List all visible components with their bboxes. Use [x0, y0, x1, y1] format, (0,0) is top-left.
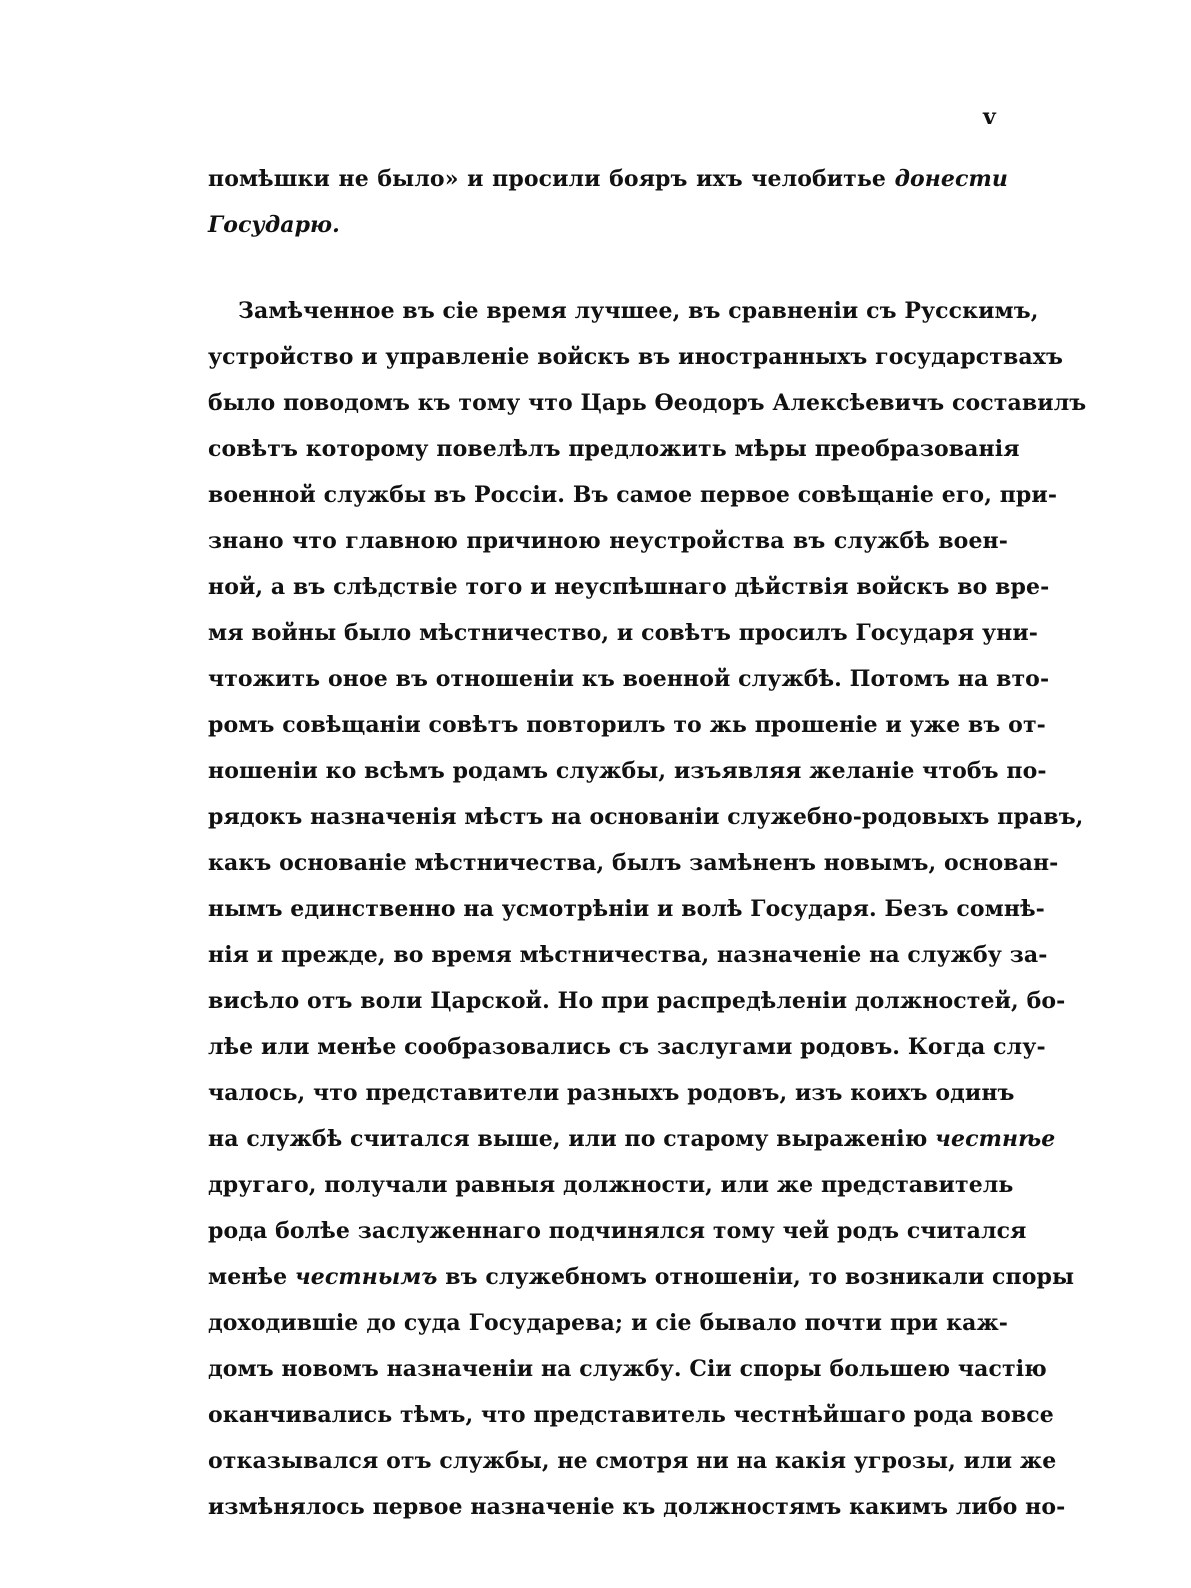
- text-line: [208, 1162, 1014, 1208]
- text-line: [208, 1484, 1066, 1530]
- text-run: какъ основаніе мѣстничества, былъ замѣненъ новымъ, основан-: [208, 850, 1059, 876]
- text-run: на службѣ считался выше, или по старому выраженію: [208, 1126, 936, 1152]
- text-run: другаго, получали равныя должности, или же представитель: [208, 1172, 1014, 1198]
- text-line: [208, 932, 1048, 978]
- italic-text: донести: [894, 166, 1008, 192]
- page-number: v: [983, 104, 996, 130]
- text-line: [208, 794, 1084, 840]
- text-line: [208, 334, 1063, 380]
- text-run: нія и прежде, во время мѣстничества, назначеніе на службу за-: [208, 942, 1048, 968]
- text-run: доходившіе до суда Государева; и сіе бывало почти при каж-: [208, 1310, 1008, 1336]
- text-run: измѣнялось первое назначеніе къ должностямъ какимъ либо но-: [208, 1494, 1066, 1520]
- text-line: [208, 1024, 1046, 1070]
- text-line: [208, 1300, 1008, 1346]
- text-run: въ служебномъ отношеніи, то возникали споры: [437, 1264, 1075, 1290]
- text-run: военной службы въ Россіи. Въ самое первое совѣщаніе его, при-: [208, 482, 1058, 508]
- text-run: знано что главною причиною неустройства въ службѣ воен-: [208, 528, 1008, 554]
- paragraph-main: [208, 288, 1087, 1530]
- text-line: [208, 840, 1059, 886]
- text-run: ромъ совѣщаніи совѣтъ повторилъ то жь прошеніе и уже въ от-: [208, 712, 1046, 738]
- text-line: [208, 610, 1038, 656]
- text-run: ношеніи ко всѣмъ родамъ службы, изъявляя желаніе чтобъ по-: [208, 758, 1047, 784]
- text-run: устройство и управленіе войскъ въ иностранныхъ государствахъ: [208, 344, 1063, 370]
- text-run: помѣшки не было» и просили бояръ ихъ челобитье: [208, 166, 895, 192]
- text-line: [208, 656, 1050, 702]
- text-run: висѣло отъ воли Царской. Но при распредѣленіи должностей, бо-: [208, 988, 1066, 1014]
- text-line: [208, 288, 1039, 334]
- text-line: [208, 564, 1050, 610]
- text-line: [208, 748, 1047, 794]
- text-line: [208, 1392, 1054, 1438]
- text-line: [208, 702, 1046, 748]
- text-run: рода болѣе заслуженнаго подчинялся тому чей родъ считался: [208, 1218, 1027, 1244]
- paragraph-continuation: [208, 156, 1008, 248]
- text-run: домъ новомъ назначеніи на службу. Сіи споры большею частію: [208, 1356, 1047, 1382]
- text-line: [208, 1070, 1015, 1116]
- text-run: чтожить оное въ отношеніи къ военной службѣ. Потомъ на вто-: [208, 666, 1050, 692]
- text-line: [208, 1346, 1047, 1392]
- text-run: лѣе или менѣе сообразовались съ заслугами родовъ. Когда слу-: [208, 1034, 1046, 1060]
- text-line: [208, 886, 1045, 932]
- text-run: Замѣченное въ сіе время лучшее, въ сравненіи съ Русскимъ,: [238, 298, 1039, 324]
- italic-text: Государю.: [208, 212, 340, 238]
- text-line: [208, 1438, 1057, 1484]
- text-run: оканчивались тѣмъ, что представитель честнѣйшаго рода вовсе: [208, 1402, 1054, 1428]
- text-line: [208, 472, 1058, 518]
- text-line: [208, 202, 1008, 248]
- text-line: [208, 1254, 1075, 1300]
- italic-text: честнымъ: [294, 1264, 438, 1290]
- text-line: [208, 156, 1008, 202]
- text-line: [208, 426, 1020, 472]
- text-run: совѣтъ которому повелѣлъ предложить мѣры преобразованія: [208, 436, 1020, 462]
- text-line: [208, 1116, 1056, 1162]
- text-run: чалось, что представители разныхъ родовъ, изъ коихъ одинъ: [208, 1080, 1015, 1106]
- text-run: ной, а въ слѣдствіе того и неуспѣшнаго дѣйствія войскъ во вре-: [208, 574, 1050, 600]
- text-run: рядокъ назначенія мѣстъ на основаніи служебно-родовыхъ правъ,: [208, 804, 1084, 830]
- text-run: менѣе: [208, 1264, 295, 1290]
- italic-text: честнѣе: [935, 1126, 1056, 1152]
- text-run: было поводомъ къ тому что Царь Ѳеодоръ Алексѣевичъ составилъ: [208, 390, 1087, 416]
- text-line: [208, 1208, 1027, 1254]
- text-run: отказывался отъ службы, не смотря ни на какія угрозы, или же: [208, 1448, 1057, 1474]
- text-line: [208, 380, 1087, 426]
- text-run: нымъ единственно на усмотрѣніи и волѣ Государя. Безъ сомнѣ-: [208, 896, 1045, 922]
- text-line: [208, 978, 1066, 1024]
- text-line: [208, 518, 1008, 564]
- text-run: мя войны было мѣстничество, и совѣтъ просилъ Государя уни-: [208, 620, 1038, 646]
